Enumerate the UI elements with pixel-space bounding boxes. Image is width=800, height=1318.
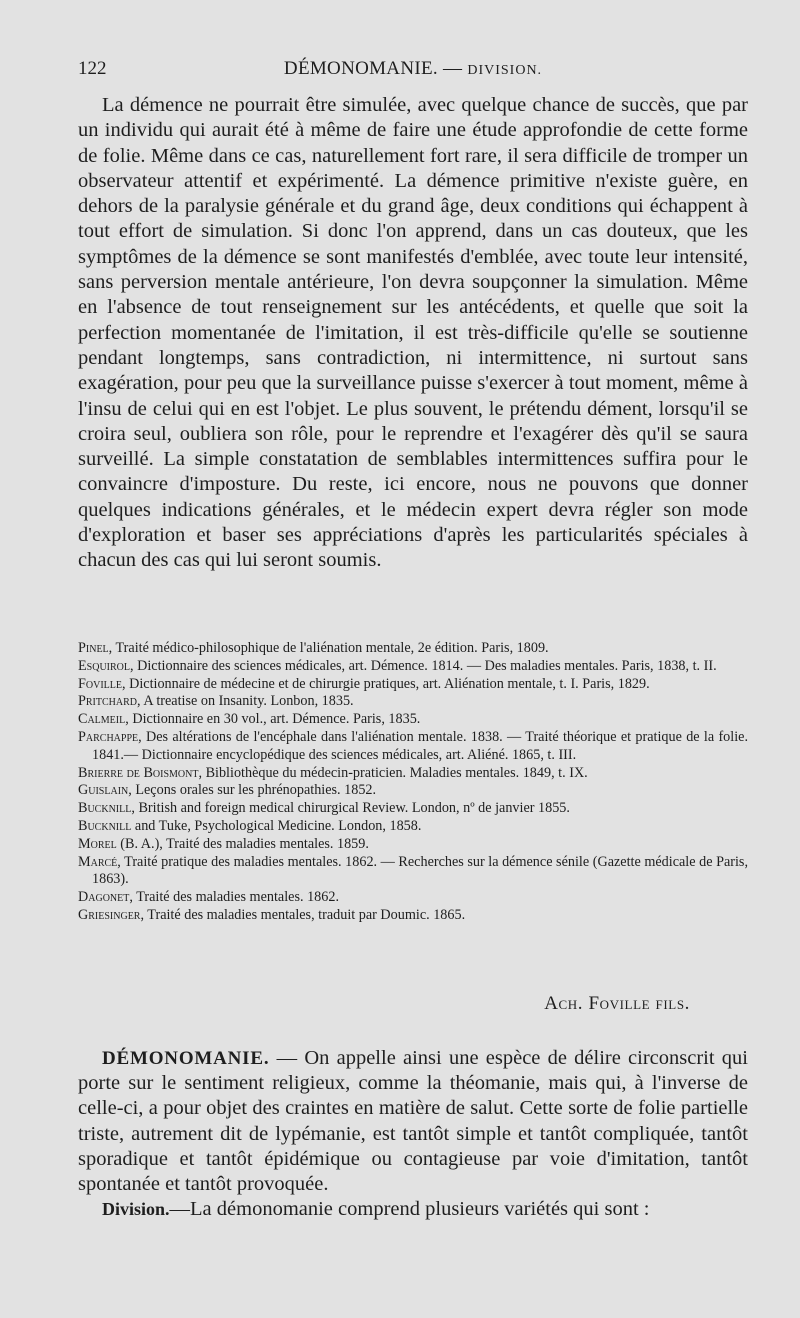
bib-text: Dictionnaire de médecine et de chirurgie pratiques, art. Aliénation mentale, t. I. Paris, 1829.	[125, 675, 650, 692]
bib-author: Calmeil,	[78, 711, 129, 728]
main-paragraph-block	[78, 93, 748, 574]
main-paragraph: La démence ne pourrait être simulée, avec quelque chance de succès, que par un individu qui aurait été à même de faire une étude approfondie de cette forme de folie. Même dans ce cas, naturellement fort rare, il sera difficile de tromper un observateur attentif et expérimenté. La démence primitive n'existe guère, en dehors de la paralysie générale et du grand âge, deux conditions qui échappent à tout effort de simulation. Si donc l'on apprend, dans un cas douteux, que les symptômes de la démence se sont manifestés d'emblée, avec toute leur intensité, sans perversion mentale antérieure, l'on devra soupçonner la simulation. Même en l'absence de tout renseignement sur les antécédents, et quelle que soit la perfection momentanée de l'imitation, il est très-difficile qu'elle se soutienne pendant longtemps, sans contradiction, ni intermittence, ni surtout sans exagération, pour peu que la surveillance puisse s'exercer à tout moment, même à l'insu de celui qui en est l'objet. Le plus souvent, le prétendu dément, lorsqu'il se croira seul, oubliera son rôle, pour le reprendre et l'exagérer dès qu'il se saura surveillé. La simple constatation de semblables intermittences suffira pour le convaincre d'imposture. Du reste, ici encore, nous ne pouvons que donner quelques indications générales, et le médecin expert devra régler son mode d'exploration et baser ses appréciations d'après les particularités spéciales à chacun des cas qui lui seront soumis.	[78, 94, 748, 572]
bib-entry	[78, 800, 748, 818]
bib-entry	[78, 782, 748, 800]
bib-author: Esquirol,	[78, 657, 134, 674]
bib-text: Des altérations de l'encéphale dans l'aliénation mentale. 1838. — Traité théorique et pratique de la folie. 1841.— Dictionnaire encyclopédique des sciences médicales, art. Aliéné. 1865, t. III.	[92, 728, 748, 763]
bib-author: Foville,	[78, 675, 126, 692]
division-title: Division.	[102, 1199, 170, 1220]
bib-author: Pinel,	[78, 640, 113, 656]
dictionary-entry	[78, 1046, 748, 1222]
bib-author: Marcé,	[78, 853, 121, 870]
bib-entry	[78, 854, 748, 890]
page-number: 122	[78, 58, 107, 79]
bib-text: (B. A.), Traité des maladies mentales. 1859.	[116, 835, 369, 852]
bib-entry	[78, 836, 748, 854]
bib-text: Traité médico-philosophique de l'aliénation mentale, 2e édition. Paris, 1809.	[112, 640, 549, 656]
bib-text: Traité des maladies mentales, traduit par Doumic. 1865.	[144, 906, 466, 923]
bib-text: Bibliothèque du médecin-praticien. Maladies mentales. 1849, t. IX.	[202, 764, 588, 781]
author-signature: Ach. Foville fils.	[544, 993, 690, 1014]
bib-entry	[78, 711, 748, 729]
bib-entry	[78, 818, 748, 836]
bib-text: Dictionnaire des sciences médicales, art. Démence. 1814. — Des maladies mentales. Paris, 1838, t. II.	[133, 657, 717, 674]
bib-author: Brierre de Boismont,	[78, 764, 203, 781]
bib-author: Bucknill,	[78, 800, 135, 817]
running-title-main: DÉMONOMANIE. —	[283, 58, 463, 79]
bib-text: Traité des maladies mentales. 1862.	[132, 889, 339, 906]
bib-entry	[78, 658, 748, 676]
bib-author: Griesinger,	[78, 906, 145, 923]
bib-entry	[78, 765, 748, 783]
bib-author: Morel	[78, 835, 117, 852]
bib-text: and Tuke, Psychological Medicine. London, 1858.	[131, 817, 422, 834]
bib-text: Leçons orales sur les phrénopathies. 1852.	[131, 782, 377, 799]
bib-entry	[78, 907, 748, 925]
bib-text: Traité pratique des maladies mentales. 1862. — Recherches sur la démence sénile (Gazette médicale de Paris, 1863).	[92, 853, 748, 888]
entry-text: — On appelle ainsi une espèce de délire circonscrit qui porte sur le sentiment religieux, comme la théomanie, mais qui, à l'inverse de celle-ci, a pour objet des craintes en matière de salut. Cette sorte de folie partielle triste, autrement dit de lypémanie, est tantôt simple et tantôt compliquée, tantôt sporadique et tantôt épidémique ou contagieuse par voie d'imitation, tantôt spontanée et tantôt provoquée.	[78, 1047, 748, 1196]
entry-title: DÉMONOMANIE.	[102, 1048, 270, 1069]
division-text: —La démonomanie comprend plusieurs variétés qui sont :	[169, 1198, 650, 1221]
bib-entry	[78, 889, 748, 907]
running-title-sub: DIVISION.	[467, 63, 543, 78]
page-header	[78, 58, 748, 88]
running-title	[78, 58, 748, 80]
bib-author: Dagonet,	[78, 889, 133, 906]
bibliography	[78, 640, 748, 925]
entry-paragraph	[78, 1046, 748, 1197]
bib-entry	[78, 640, 748, 658]
bib-text: A treatise on Insanity. Lonbon, 1835.	[140, 693, 354, 710]
division-paragraph	[78, 1197, 748, 1222]
bib-entry	[78, 729, 748, 765]
bib-entry	[78, 693, 748, 711]
bib-author: Parchappe,	[78, 728, 142, 745]
bib-author: Bucknill	[78, 817, 132, 834]
bib-text: British and foreign medical chirurgical Review. London, nº de janvier 1855.	[134, 800, 570, 817]
bib-entry	[78, 676, 748, 694]
bib-author: Pritchard,	[78, 693, 141, 710]
bib-author: Guislain,	[78, 782, 132, 799]
bib-text: Dictionnaire en 30 vol., art. Démence. Paris, 1835.	[128, 711, 421, 728]
